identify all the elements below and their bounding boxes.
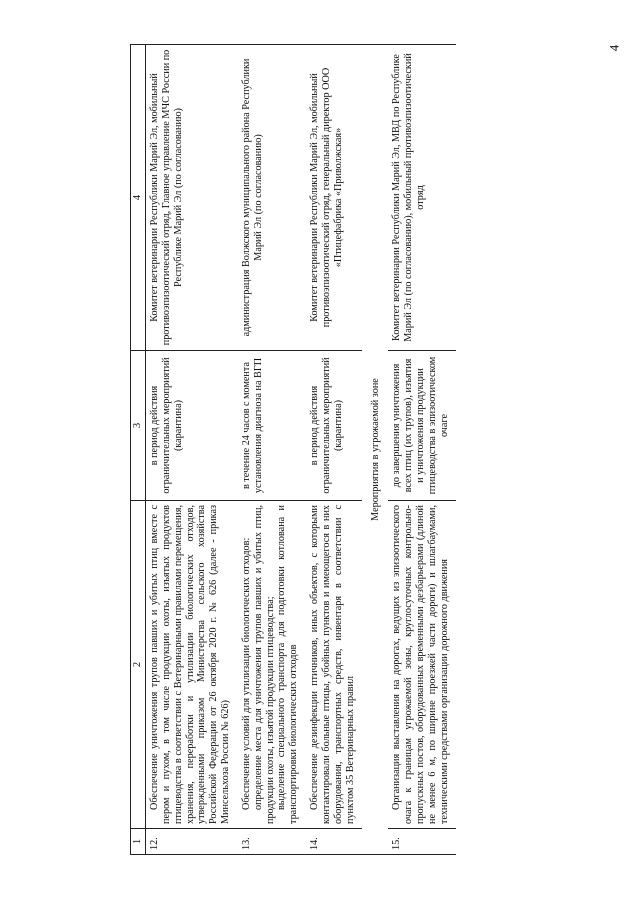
row-number: 15. [388, 829, 456, 855]
table-row-12 [146, 45, 238, 855]
measures-table [130, 44, 456, 855]
table-row-13 [238, 45, 306, 855]
term-cell: в период действия ограничительных мероприятий (карантина) [146, 351, 238, 501]
term-cell: до завершения уничтожения всех птиц (их трупов), изъятия и уничтожения продукции птицеводства в эпизоотическом очаге [388, 351, 456, 501]
term-cell: в течение 24 часов с момента установления диагноза на ВГП [238, 351, 306, 501]
section-row [362, 45, 388, 855]
rotated-page-content [130, 45, 530, 855]
measure-text: Обеспечение уничтожения трупов павших и убитых птиц вместе с пером и пухом, в том числе продукции охоты, изъятых продуктов птицеводства в соответствии с Ветеринарными правилами перемещения, хранения, переработки и утилизации биологических отходов, утвержденными приказом Министерства сельского хозяйства Российской Федерации от 26 октября 2020 г. № 626 (далее - приказ Минсельхоза России № 626) [149, 505, 232, 824]
header-col-4: 4 [131, 45, 146, 351]
section-title: Мероприятия в угрожаемой зоне [362, 45, 388, 855]
measure-cell [388, 501, 456, 829]
row-number: 13. [238, 829, 306, 855]
measure-cell [146, 501, 238, 829]
responsible-cell: администрация Волжского муниципального района Республики Марий Эл (по согласованию) [238, 45, 306, 351]
page-number: 4 [606, 44, 622, 52]
table-header-row [131, 45, 146, 855]
measure-text: Обеспечение условий для утилизации биологических отходов: [240, 537, 252, 810]
header-col-1: 1 [131, 829, 146, 855]
measure-text: Обеспечение дезинфекции птичников, иных объектов, с которыми контактировали больные птицы, убойных пунктов и имеющегося в них оборудования, транспортных средств, инвентаря в соответствии с пунктом 35 Ветеринарных правил [309, 505, 356, 824]
responsible-cell: Комитет ветеринарии Республики Марий Эл, мобильный противоэпизоотический отряд, генеральный директор ООО «Птицефабрика «Приволжская» [306, 45, 362, 351]
measure-cell [238, 501, 306, 829]
table-row-15 [388, 45, 456, 855]
row-number: 12. [146, 829, 238, 855]
header-col-2: 2 [131, 501, 146, 829]
table-row-14 [306, 45, 362, 855]
measure-cell [306, 501, 362, 829]
row-number: 14. [306, 829, 362, 855]
responsible-cell: Комитет ветеринарии Республики Марий Эл, МВД по Республике Марий Эл (по согласованию), мобильный противоэпизоотический отряд [388, 45, 456, 351]
header-col-3: 3 [131, 351, 146, 501]
term-cell: в период действия ограничительных мероприятий (карантина) [306, 351, 362, 501]
measure-text: выделение специального транспорта для подготовки котлована и транспортировки биологических отходов [276, 505, 300, 824]
responsible-cell: Комитет ветеринарии Республики Марий Эл, мобильный противоэпизоотический отряд, Главное управление МЧС России по Республике Марий Эл (по согласованию) [146, 45, 238, 351]
measure-text: определение места для уничтожения трупов павших и убитых птиц, продукции охоты, изъятой продукции птицеводства; [252, 505, 276, 824]
measure-text: Организация выставления на дорогах, ведущих из эпизоотического очага к границам угрожаемой зоны, круглосуточных контрольно-пропускных постов, оборудованных временными дезбарьерами (длиной не менее 6 м, по ширине проезжей части дороги) и шлагбаумами, техническими средствами организации дорожного движения [391, 505, 450, 824]
